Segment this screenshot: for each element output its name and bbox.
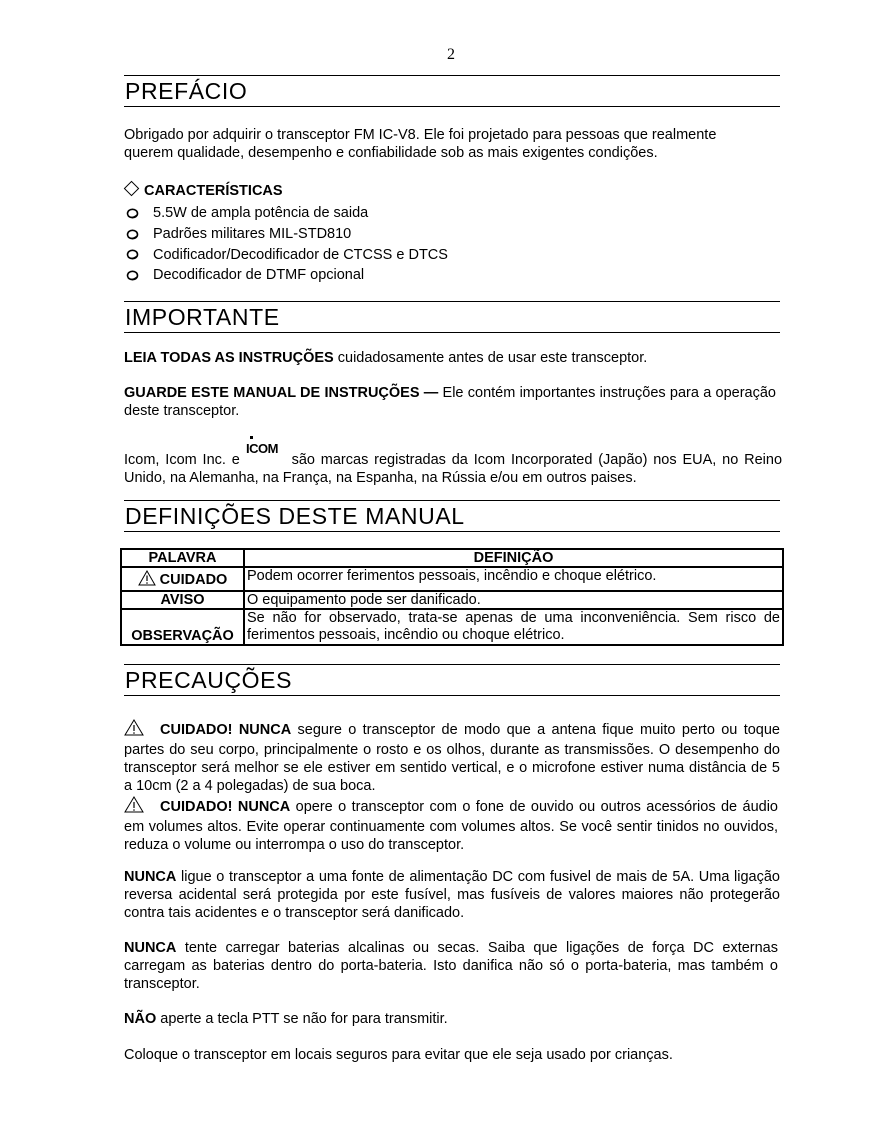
- column-header: DEFINIÇÃO: [244, 549, 783, 567]
- table-cell-word: CUIDADO: [121, 567, 244, 591]
- important-keep-paragraph: GUARDE ESTE MANUAL DE INSTRUÇÕES — Ele contém importantes instruções para a operação deste transceptor.: [124, 385, 776, 419]
- precaution-paragraph-3: NUNCA ligue o transceptor a uma fonte de alimentação DC com fusivel de mais de 5A. Uma ligação reversa acidental será protegida por este fusível, mas fusíveis de valores maiores não protegerão contra tais acidentes e o transceptor será danificado.: [124, 869, 780, 921]
- important-read-paragraph: LEIA TODAS AS INSTRUÇÕES cuidadosamente antes de usar este transceptor.: [124, 350, 648, 366]
- circle-bullet-icon: [126, 249, 138, 260]
- circle-bullet-icon: [126, 208, 138, 219]
- circle-bullet-icon: [126, 229, 138, 240]
- column-header: PALAVRA: [121, 549, 244, 567]
- precaution-paragraph-5: NÃO aperte a tecla PTT se não for para transmitir.: [124, 1011, 448, 1027]
- warning-icon: [138, 570, 156, 590]
- features-list: [126, 203, 448, 286]
- precaution-paragraph-2: CUIDADO! NUNCA opere o transceptor com o fone de ouvido ou outros acessórios de áudio em volumes altos. Evite operar continuamente com volumes altos. Se você sentir tinidos no ouvidos, reduza o volume ou interrompa o uso do transceptor.: [124, 796, 778, 854]
- table-row: [121, 591, 783, 609]
- definitions-table: [120, 548, 784, 646]
- table-cell-definition: Se não for observado, trata-se apenas de uma inconveniência. Sem risco de ferimentos pessoais, incêndio ou choque elétrico.: [244, 609, 783, 645]
- diamond-bullet-icon: [124, 181, 140, 197]
- precautions-title: PRECAUÇÕES: [124, 664, 780, 696]
- icom-logo: [245, 441, 286, 464]
- circle-bullet-icon: [126, 270, 138, 281]
- warning-icon: [124, 719, 144, 741]
- table-header-row: [121, 549, 783, 567]
- list-item: 5.5W de ampla potência de saida: [126, 203, 448, 224]
- definitions-title: DEFINIÇÕES DESTE MANUAL: [124, 500, 780, 532]
- preface-paragraph: Obrigado por adquirir o transceptor FM IC-V8. Ele foi projetado para pessoas que realmente querem qualidade, desempenho e confiabilidade sob as mais exigentes condições.: [124, 127, 717, 161]
- precaution-paragraph-6: Coloque o transceptor em locais seguros para evitar que ele seja usado por crianças.: [124, 1047, 673, 1063]
- table-cell-definition: Podem ocorrer ferimentos pessoais, incêndio e choque elétrico.: [244, 567, 783, 591]
- table-cell-word: OBSERVAÇÃO: [121, 609, 244, 645]
- list-item: Padrões militares MIL-STD810: [126, 224, 448, 245]
- table-cell-word: AVISO: [121, 591, 244, 609]
- features-heading: [125, 183, 283, 199]
- list-item: Decodificador de DTMF opcional: [126, 265, 448, 286]
- table-row: [121, 567, 783, 591]
- warning-icon: [124, 796, 144, 818]
- page-number: 2: [447, 46, 455, 63]
- preface-title: PREFÁCIO: [124, 75, 780, 107]
- table-row: [121, 609, 783, 645]
- precaution-paragraph-4: NUNCA tente carregar baterias alcalinas ou secas. Saiba que ligações de força DC externas carregam as baterias dentro do porta-bateria. Isto danifica não só o porta-bateria, mas também o transceptor.: [124, 940, 778, 992]
- important-title: IMPORTANTE: [124, 301, 780, 333]
- features-title: CARACTERÍSTICAS: [144, 183, 283, 199]
- trademark-paragraph: Icom, Icom Inc. e ICOM são marcas registradas da Icom Incorporated (Japão) nos EUA, no Reino Unido, na Alemanha, na França, na Espanha, na Rússia e/ou em outros paises.: [124, 448, 782, 487]
- precaution-paragraph-1: CUIDADO! NUNCA segure o transceptor de modo que a antena fique muito perto ou toque partes do seu corpo, principalmente o rosto e os olhos, durante as transmissões. O desempenho do transceptor será melhor se ele estiver em sentido vertical, e o microfone estiver numa distância de 5 a 10cm (2 a 4 polegadas) de sua boca.: [124, 719, 780, 795]
- table-cell-definition: O equipamento pode ser danificado.: [244, 591, 783, 609]
- list-item: Codificador/Decodificador de CTCSS e DTCS: [126, 245, 448, 266]
- svg-text:ICOM: ICOM: [245, 441, 278, 456]
